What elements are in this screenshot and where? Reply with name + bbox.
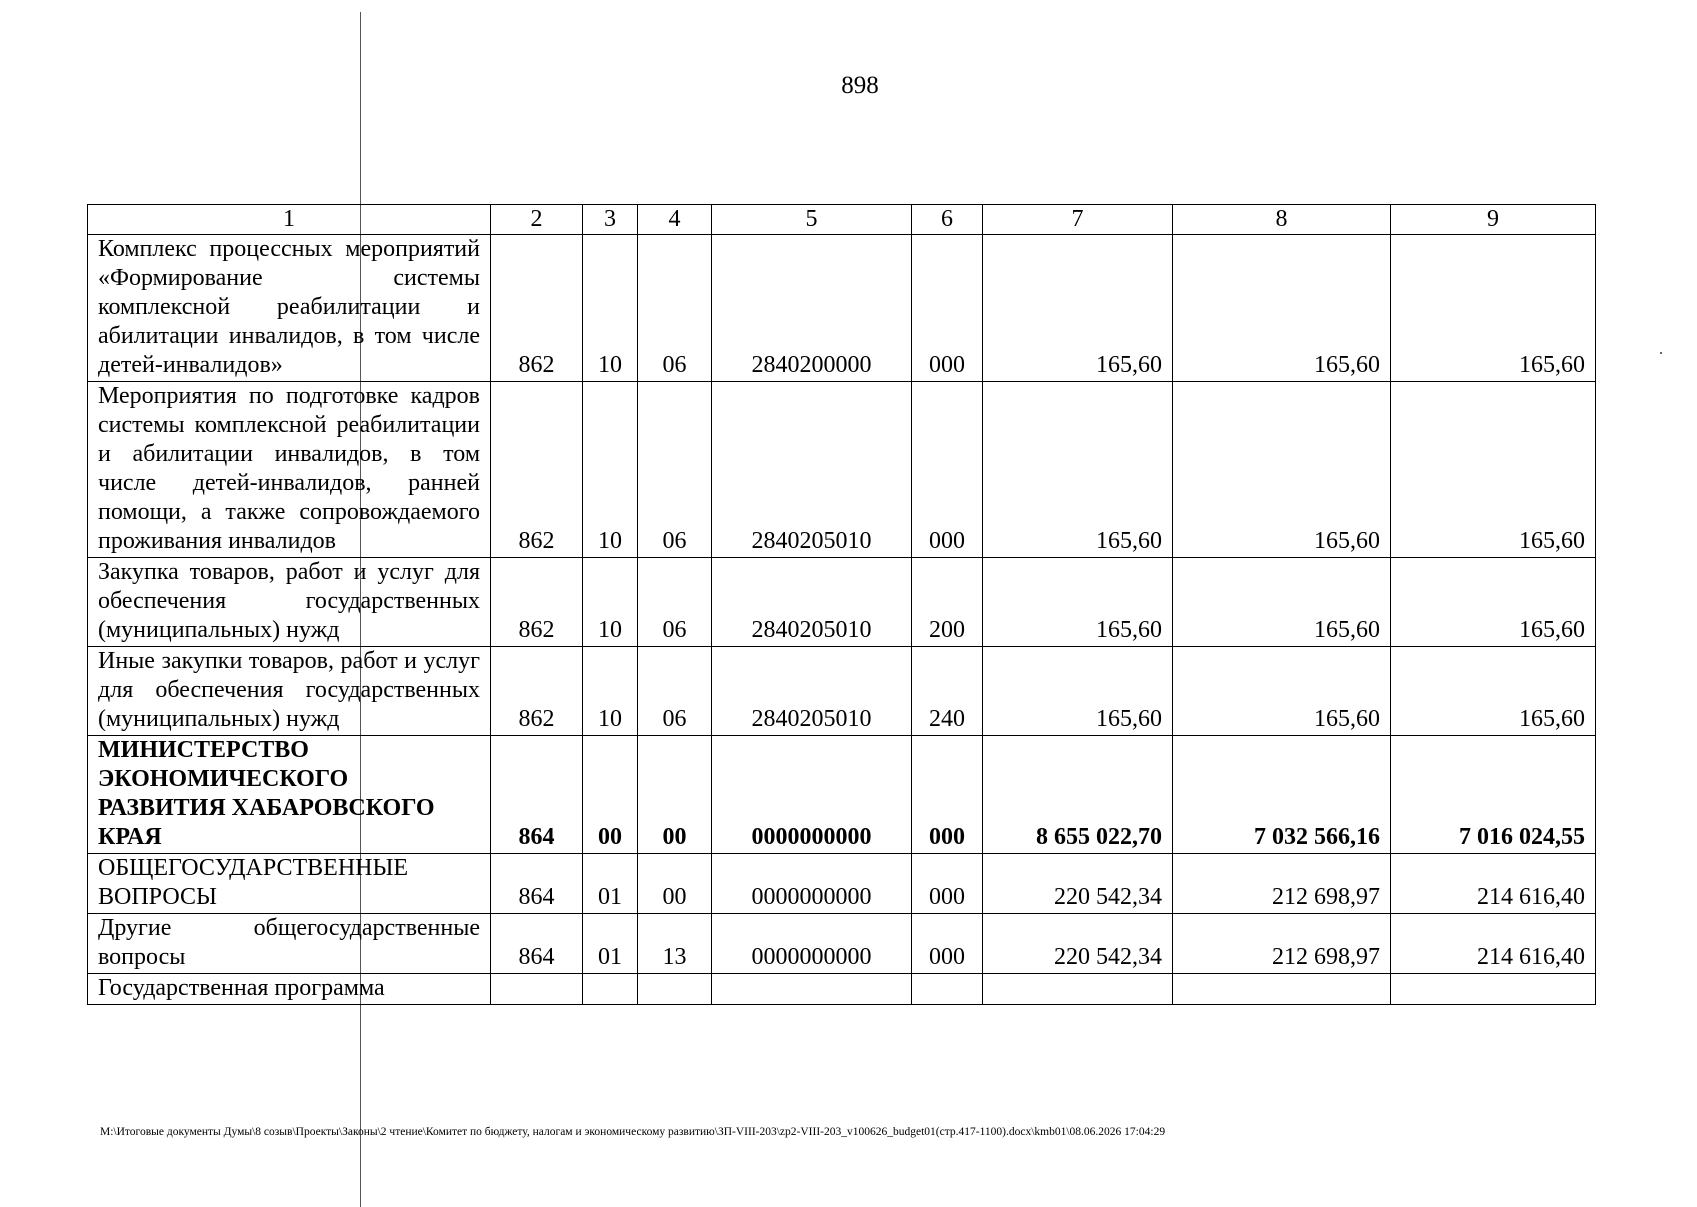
file-path-footer: М:\Итоговые документы Думы\8 созыв\Проекты\Законы\2 чтение\Комитет по бюджету, налогам и экономическому развитию\ЗП-VIII-203\zp2-VIII-203_v100626_budget01(стр.417-1100).docx\kmb01\08.06.2026 17:04:29	[100, 1126, 1166, 1138]
column-header: 9	[1391, 205, 1596, 235]
cell-amount-2: 165,60	[1173, 382, 1391, 558]
cell-amount-3: 214 616,40	[1391, 914, 1596, 974]
cell-amount-1: 8 655 022,70	[983, 736, 1173, 854]
cell-ved: 864	[491, 736, 583, 854]
cell-rz	[583, 974, 638, 1005]
column-header: 4	[638, 205, 712, 235]
cell-csr	[712, 974, 912, 1005]
cell-amount-1	[983, 974, 1173, 1005]
cell-vr: 000	[912, 382, 983, 558]
cell-amount-1: 165,60	[983, 382, 1173, 558]
cell-amount-3: 165,60	[1391, 235, 1596, 382]
cell-rz: 01	[583, 914, 638, 974]
cell-rz: 01	[583, 854, 638, 914]
column-header: 1	[88, 205, 491, 235]
column-header: 2	[491, 205, 583, 235]
cell-vr: 240	[912, 647, 983, 736]
cell-rz: 00	[583, 736, 638, 854]
cell-ved: 864	[491, 854, 583, 914]
cell-pr: 06	[638, 558, 712, 647]
cell-ved: 862	[491, 647, 583, 736]
cell-amount-3: 165,60	[1391, 558, 1596, 647]
cell-pr: 06	[638, 382, 712, 558]
cell-pr	[638, 974, 712, 1005]
cell-csr: 0000000000	[712, 736, 912, 854]
cell-amount-2: 165,60	[1173, 647, 1391, 736]
table-row	[88, 382, 1596, 558]
cell-amount-2: 165,60	[1173, 558, 1391, 647]
table-header-row	[88, 205, 1596, 235]
row-name: Иные закупки товаров, работ и услуг для обеспечения государственных (муниципальных) нужд	[88, 647, 491, 736]
cell-rz: 10	[583, 382, 638, 558]
column-header: 3	[583, 205, 638, 235]
cell-amount-1: 220 542,34	[983, 914, 1173, 974]
cell-pr: 00	[638, 736, 712, 854]
cell-vr: 000	[912, 854, 983, 914]
cell-ved	[491, 974, 583, 1005]
table-row	[88, 914, 1596, 974]
cell-csr: 2840205010	[712, 382, 912, 558]
scan-artifact-dot	[1660, 352, 1662, 354]
row-name: Комплекс процессных мероприятий «Формирование системы комплексной реабилитации и абилитации инвалидов, в том числе детей-инвалидов»	[88, 235, 491, 382]
cell-amount-1: 165,60	[983, 558, 1173, 647]
cell-vr: 000	[912, 736, 983, 854]
budget-table	[87, 204, 1596, 1005]
row-name: Государственная программа	[88, 974, 491, 1005]
column-header: 7	[983, 205, 1173, 235]
cell-csr: 0000000000	[712, 854, 912, 914]
cell-amount-1: 165,60	[983, 647, 1173, 736]
cell-csr: 2840205010	[712, 558, 912, 647]
cell-amount-1: 220 542,34	[983, 854, 1173, 914]
cell-vr: 000	[912, 235, 983, 382]
cell-amount-1: 165,60	[983, 235, 1173, 382]
cell-pr: 06	[638, 647, 712, 736]
cell-vr: 000	[912, 914, 983, 974]
column-header: 8	[1173, 205, 1391, 235]
cell-vr	[912, 974, 983, 1005]
cell-amount-2: 7 032 566,16	[1173, 736, 1391, 854]
cell-pr: 13	[638, 914, 712, 974]
row-name: Мероприятия по подготовке кадров системы комплексной реабилитации и абилитации инвалидов, в том числе детей-инвалидов, ранней помощи, а также сопровождаемого проживания инвалидов	[88, 382, 491, 558]
row-name: Закупка товаров, работ и услуг для обеспечения государственных (муниципальных) нужд	[88, 558, 491, 647]
cell-ved: 862	[491, 382, 583, 558]
cell-csr: 2840205010	[712, 647, 912, 736]
cell-amount-2: 212 698,97	[1173, 854, 1391, 914]
page-number: 898	[841, 72, 879, 99]
cell-amount-3: 165,60	[1391, 647, 1596, 736]
cell-ved: 864	[491, 914, 583, 974]
cell-ved: 862	[491, 235, 583, 382]
cell-rz: 10	[583, 558, 638, 647]
row-name: МИНИСТЕРСТВО ЭКОНОМИЧЕСКОГО РАЗВИТИЯ ХАБАРОВСКОГО КРАЯ	[88, 736, 491, 854]
table-row-partial	[88, 974, 1596, 1005]
row-name: Другие общегосударственные вопросы	[88, 914, 491, 974]
cell-vr: 200	[912, 558, 983, 647]
cell-rz: 10	[583, 647, 638, 736]
cell-rz: 10	[583, 235, 638, 382]
table-row	[88, 647, 1596, 736]
cell-amount-3: 214 616,40	[1391, 854, 1596, 914]
cell-pr: 06	[638, 235, 712, 382]
cell-amount-3: 165,60	[1391, 382, 1596, 558]
cell-amount-2: 165,60	[1173, 235, 1391, 382]
table-row	[88, 854, 1596, 914]
cell-amount-3: 7 016 024,55	[1391, 736, 1596, 854]
cell-amount-2	[1173, 974, 1391, 1005]
cell-amount-2: 212 698,97	[1173, 914, 1391, 974]
column-header: 5	[712, 205, 912, 235]
column-header: 6	[912, 205, 983, 235]
cell-ved: 862	[491, 558, 583, 647]
row-name: ОБЩЕГОСУДАРСТВЕННЫЕ ВОПРОСЫ	[88, 854, 491, 914]
cell-csr: 0000000000	[712, 914, 912, 974]
cell-csr: 2840200000	[712, 235, 912, 382]
table-row	[88, 235, 1596, 382]
cell-amount-3	[1391, 974, 1596, 1005]
cell-pr: 00	[638, 854, 712, 914]
table-row	[88, 558, 1596, 647]
table-row-ministry	[88, 736, 1596, 854]
